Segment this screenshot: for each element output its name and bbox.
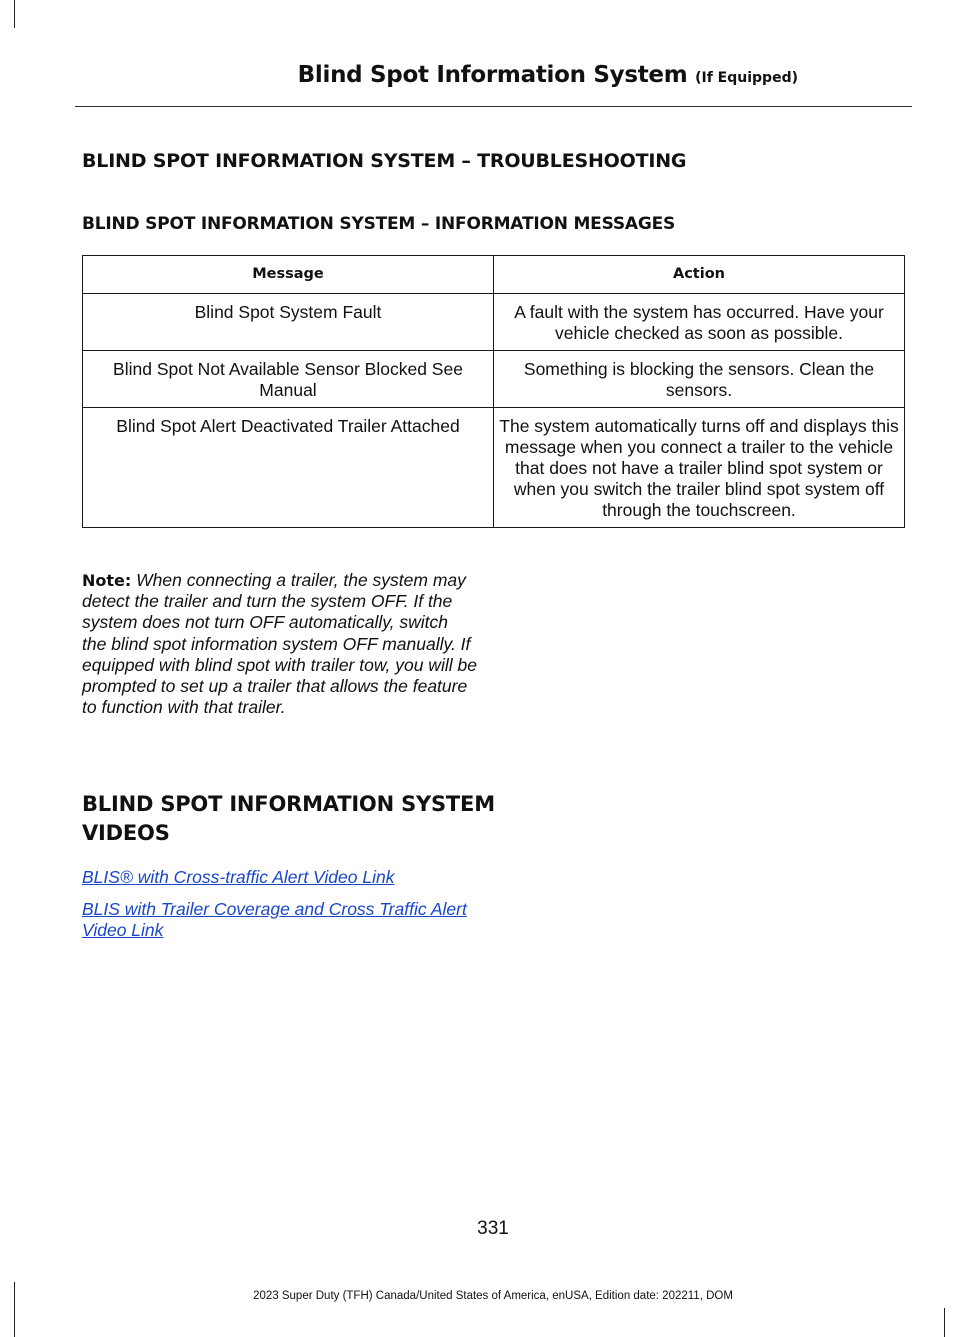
crop-mark-top-left: [14, 0, 15, 28]
action-cell: Something is blocking the sensors. Clean the sensors.: [494, 351, 905, 408]
videos-title: BLIND SPOT INFORMATION SYSTEM VIDEOS: [82, 792, 495, 845]
subsection-title: BLIND SPOT INFORMATION SYSTEM – INFORMATION MESSAGES: [82, 214, 676, 234]
blis-trailer-coverage-video-link[interactable]: BLIS with Trailer Coverage and Cross Traffic Alert Video Link: [82, 899, 467, 940]
page-number: 331: [477, 1218, 509, 1239]
running-header-title: Blind Spot Information System: [297, 62, 688, 88]
information-messages-table: [82, 255, 905, 528]
header-divider: [75, 106, 912, 107]
message-cell: Blind Spot Not Available Sensor Blocked See Manual: [83, 351, 494, 408]
table-header-row: [83, 256, 905, 294]
running-header-suffix: (If Equipped): [695, 70, 798, 86]
note-label: Note:: [82, 571, 132, 590]
running-header: [298, 62, 798, 88]
message-cell: Blind Spot System Fault: [83, 294, 494, 351]
table-row: [83, 408, 905, 528]
message-cell: Blind Spot Alert Deactivated Trailer Attached: [83, 408, 494, 528]
crop-mark-bottom-right: [944, 1308, 945, 1337]
section-title: BLIND SPOT INFORMATION SYSTEM – TROUBLESHOOTING: [82, 150, 687, 172]
edition-footer: 2023 Super Duty (TFH) Canada/United States of America, enUSA, Edition date: 202211, DOM: [253, 1290, 733, 1302]
table-row: [83, 294, 905, 351]
blis-cross-traffic-video-link[interactable]: BLIS® with Cross-traffic Alert Video Link: [82, 867, 395, 887]
column-header-action: Action: [494, 256, 905, 294]
action-cell: The system automatically turns off and displays this message when you connect a trailer to the vehicle that does not have a trailer blind spot system or when you switch the trailer blind spot system off through the touchscreen.: [494, 408, 905, 528]
table-row: [83, 351, 905, 408]
note-text: When connecting a trailer, the system may detect the trailer and turn the system OFF. If the system does not turn OFF automatically, switch the blind spot information system OFF manually. If equipped with blind spot with trailer tow, you will be prompted to set up a trailer that allows the feature to function with that trailer.: [82, 570, 477, 718]
column-header-message: Message: [83, 256, 494, 294]
trailer-note: [82, 570, 477, 718]
action-cell: A fault with the system has occurred. Have your vehicle checked as soon as possible.: [494, 294, 905, 351]
